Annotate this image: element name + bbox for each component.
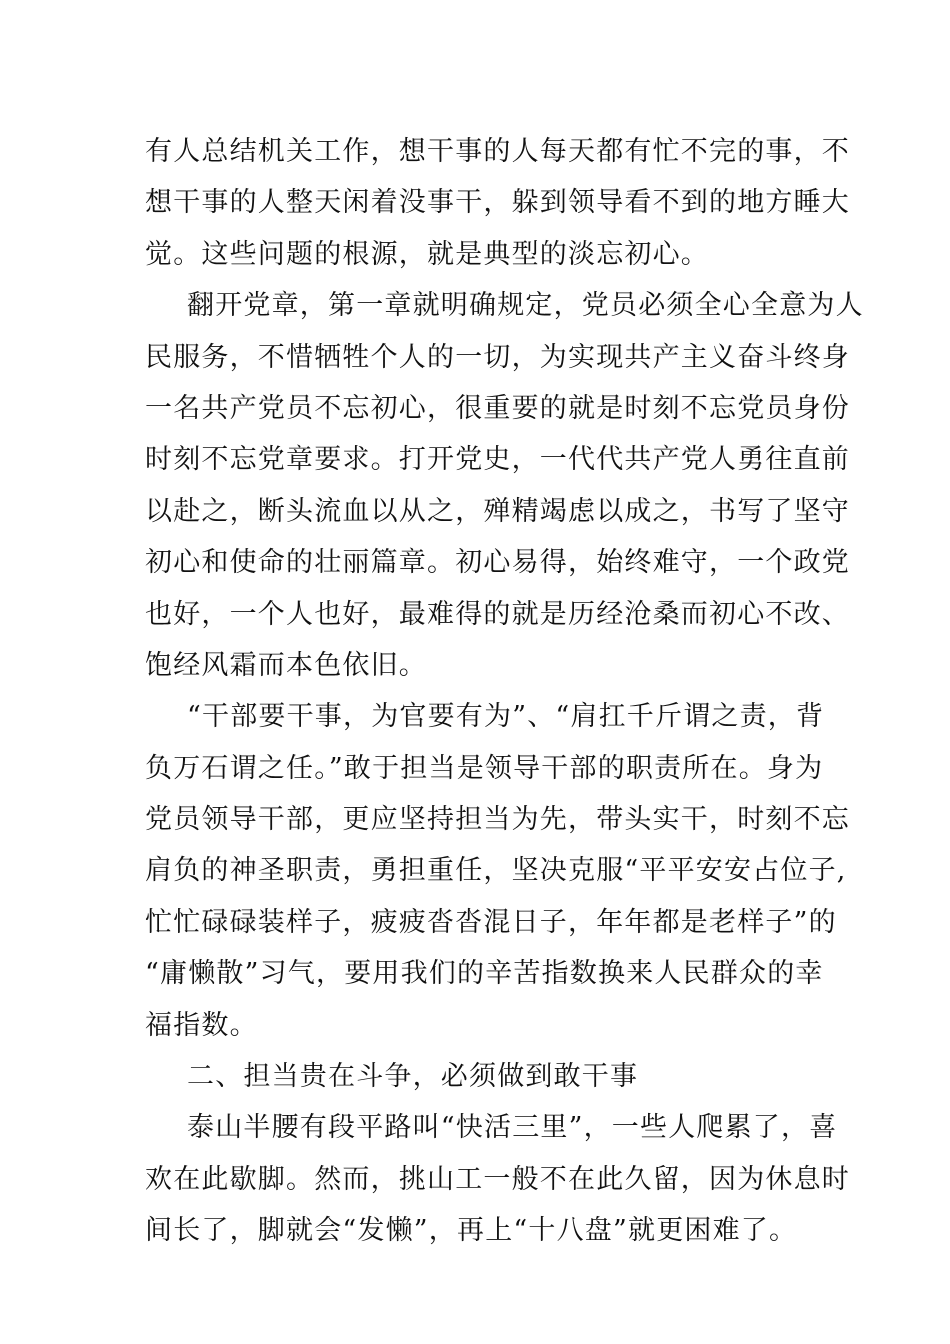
paragraph-start-line: 泰山半腰有段平路叫“快活三里”，一些人爬累了，喜 — [187, 1112, 838, 1144]
text-line: 党员领导干部，更应坚持担当为先，带头实干，时刻不忘 — [145, 804, 850, 836]
text-line: 忙忙碌碌装样子，疲疲沓沓混日子，年年都是老样子”的 — [145, 906, 837, 938]
text-line: 想干事的人整天闲着没事干，躲到领导看不到的地方睡大 — [145, 187, 850, 219]
text-line: 也好，一个人也好，最难得的就是历经沧桑而初心不改、 — [145, 598, 850, 630]
text-line: 负万石谓之任。”敢于担当是领导干部的职责所在。身为 — [145, 752, 824, 784]
text-line: 饱经风霜而本色依旧。 — [145, 649, 427, 681]
text-line: 以赴之，断头流血以从之，殚精竭虑以成之，书写了坚守 — [145, 495, 850, 527]
paragraph-start-line: “干部要干事，为官要有为”、“肩扛千斤谓之责，背 — [187, 701, 825, 733]
text-line: 欢在此歇脚。然而，挑山工一般不在此久留，因为休息时 — [145, 1163, 850, 1195]
paragraph-start-line: 翻开党章，第一章就明确规定，党员必须全心全意为人 — [187, 290, 864, 322]
text-line: 民服务，不惜牺牲个人的一切，为实现共产主义奋斗终身 — [145, 341, 850, 373]
text-line: 肩负的神圣职责，勇担重任，坚决克服“平平安安占位子, — [145, 855, 847, 887]
text-line: 有人总结机关工作，想干事的人每天都有忙不完的事，不 — [145, 136, 850, 167]
text-line: “庸懒散”习气，要用我们的辛苦指数换来人民群众的幸 — [145, 958, 824, 990]
text-line: 一名共产党员不忘初心，很重要的就是时刻不忘党员身份 — [145, 392, 850, 424]
text-line: 时刻不忘党章要求。打开党史，一代代共产党人勇往直前 — [145, 444, 850, 476]
text-line: 觉。这些问题的根源，就是典型的淡忘初心。 — [145, 238, 709, 270]
text-line: 间长了，脚就会“发懒”，再上“十八盘”就更困难了。 — [145, 1215, 798, 1247]
section-heading: 二、担当贵在斗争，必须做到敢干事 — [187, 1061, 639, 1093]
body-text — [145, 126, 864, 1257]
text-line: 福指数。 — [145, 1009, 258, 1041]
text-line: 初心和使命的壮丽篇章。初心易得，始终难守，一个政党 — [145, 547, 850, 579]
